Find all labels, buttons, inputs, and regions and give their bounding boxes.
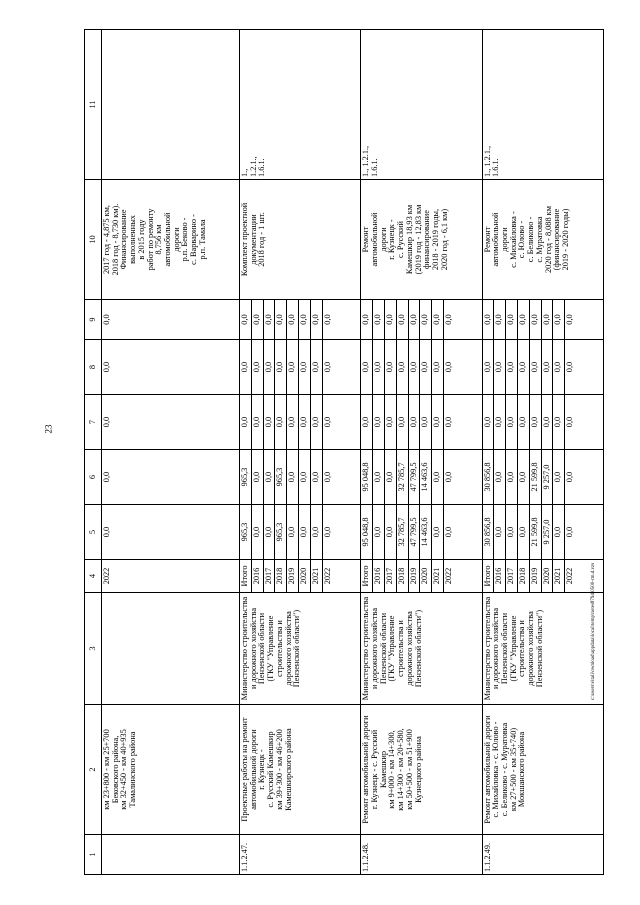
value-cell: 0,0 [553,300,565,339]
value-cell: 2020 [299,560,311,592]
value-cell: 0,0 [287,450,299,504]
value-cell: 0,0 [518,505,530,559]
value-cell: 0,0 [397,340,409,394]
value-cell: 0,0 [553,340,565,394]
value-cell: 0,0 [275,300,287,339]
local-budget [482,340,603,395]
row-number [102,835,240,875]
value-cell: 0,0 [530,300,542,339]
column-number-9: 9 [85,300,102,340]
value-cell: 0,0 [322,526,332,538]
value-cell: 0,0 [518,340,530,394]
indicator-refs: 1., 1.2.1., 1.6.1. [482,30,603,180]
value-cell: 0,0 [102,471,111,483]
value-cell: 2019 [409,560,421,592]
value-cell: 0,0 [494,395,506,449]
column-number-6: 6 [85,450,102,505]
value-cell: 0,0 [311,505,323,559]
value-cell: 0,0 [252,505,264,559]
value-cell: 0,0 [311,300,323,339]
value-cell: 0,0 [420,395,432,449]
value-cell: 0,0 [565,416,575,428]
column-number-2: 2 [85,705,102,835]
value-cell: 0,0 [506,300,518,339]
value-cell: 0,0 [240,340,252,394]
measure-name: Проектные работы на ремонт автомобильной дороги г. Кузнецк - с. Русский Камешкир км 39+300 - км 46+200 Камешкирского района [240,705,361,835]
value-cell: 0,0 [287,300,299,339]
table-row [240,30,361,875]
value-cell: 0,0 [264,450,276,504]
value-cell: 2016 [494,560,506,592]
value-cell: 0,0 [252,340,264,394]
value-cell: 0,0 [275,395,287,449]
value-cell: 0,0 [565,361,575,373]
value-cell: 2016 [373,560,385,592]
expected-result: 2017 год - 4,875 км, 2018 год - 8,730 км). Финансирование выполненных в 2015 году работ по ремонту 8,756 км автомобильной дороги р.п. Беково - с. Варварино - р.п. Тамала [102,180,240,300]
value-cell: 0,0 [494,450,506,504]
value-cell: 0,0 [397,300,409,339]
value-cell: 0,0 [299,340,311,394]
expected-result: Комплект проектной документации 2018 год - 1 шт. [240,180,361,300]
value-cell: 0,0 [397,395,409,449]
value-cell: 0,0 [361,300,373,339]
value-cell: 0,0 [420,300,432,339]
value-cell: 0,0 [373,340,385,394]
value-cell: 0,0 [264,340,276,394]
value-cell: 0,0 [252,300,264,339]
value-cell: 0,0 [432,505,444,559]
value-cell: 0,0 [553,450,565,504]
value-cell: 2017 [264,560,276,592]
column-number-3: 3 [85,593,102,705]
local-budget [102,340,240,395]
value-cell: 2019 [530,560,542,592]
indicator-refs: 1., 1.2.1., 1.6.1. [240,30,361,180]
column-number-4: 4 [85,560,102,593]
federal-budget [361,395,482,450]
value-cell: 0,0 [530,395,542,449]
value-cell: 0,0 [518,395,530,449]
value-cell: 0,0 [385,505,397,559]
value-cell: 0,0 [409,300,421,339]
value-cell: 0,0 [494,300,506,339]
value-cell: 0,0 [420,340,432,394]
value-cell: 2022 [443,567,453,585]
value-cell: 0,0 [542,340,554,394]
value-cell: 0,0 [565,314,575,325]
column-number-5: 5 [85,505,102,560]
page-number: 23 [43,424,54,434]
column-number-11: 11 [85,30,102,180]
value-cell: 0,0 [252,450,264,504]
total-funding [482,505,603,560]
value-cell: 0,0 [443,314,453,325]
value-cell: 0,0 [494,340,506,394]
value-cell: 0,0 [530,340,542,394]
value-cell: 0,0 [542,395,554,449]
year-list [482,560,603,593]
value-cell: 0,0 [385,450,397,504]
value-cell: 14 463,6 [420,450,432,504]
value-cell: 2019 [287,560,299,592]
local-budget [361,340,482,395]
column-number-row [85,30,102,875]
year-list [240,560,361,593]
other-sources [240,300,361,340]
local-budget [240,340,361,395]
value-cell: Итого [240,560,252,592]
value-cell: 0,0 [299,505,311,559]
value-cell: 2022 [102,567,111,585]
program-table [84,29,604,875]
executor: Министерство строительства и дорожного хозяйства Пензенской области (ГКУ "Управление строительства и дорожного хозяйства Пензенской области") [361,593,482,705]
total-funding [102,505,240,560]
value-cell: 0,0 [565,471,575,483]
value-cell: 0,0 [102,314,111,325]
value-cell: 0,0 [409,395,421,449]
other-sources [102,300,240,340]
value-cell: 0,0 [322,361,332,373]
value-cell: 0,0 [311,395,323,449]
value-cell: 965,3 [240,450,252,504]
table-body [85,30,604,875]
value-cell: 0,0 [264,505,276,559]
regional-budget [482,450,603,505]
value-cell: 0,0 [322,314,332,325]
value-cell: 965,3 [275,505,287,559]
value-cell: 0,0 [102,361,111,373]
value-cell: 0,0 [299,395,311,449]
value-cell: 0,0 [432,450,444,504]
value-cell: 95 048,8 [361,450,373,504]
value-cell: 0,0 [506,340,518,394]
row-number: 1.1.2.49. [482,835,603,875]
executor: Министерство строительства и дорожного хозяйства Пензенской области (ГКУ "Управление строительства и дорожного хозяйства Пензенской области") [240,593,361,705]
row-number: 1.1.2.47. [240,835,361,875]
column-number-7: 7 [85,395,102,450]
value-cell: 0,0 [299,300,311,339]
value-cell: 30 856,8 [483,505,495,559]
value-cell: 0,0 [287,340,299,394]
expected-result: Ремонт автомобильной дороги с. Михайловка - с. Юлово - с. Беликово - с. Муратовка 2020 год - 8,088 км (финансирование 2019 - 2020 годы) [482,180,603,300]
value-cell: 2018 [397,560,409,592]
value-cell: 0,0 [553,505,565,559]
year-list [102,560,240,593]
value-cell: 14 463,6 [420,505,432,559]
value-cell: Итого [483,560,495,592]
value-cell: 0,0 [311,340,323,394]
row-number: 1.1.2.48. [361,835,482,875]
value-cell: 0,0 [102,526,111,538]
column-number-1: 1 [85,835,102,875]
value-cell: 2021 [311,560,323,592]
federal-budget [240,395,361,450]
federal-budget [482,395,603,450]
value-cell: 0,0 [373,395,385,449]
regional-budget [240,450,361,505]
value-cell: 21 599,8 [530,450,542,504]
value-cell: 2021 [432,560,444,592]
value-cell: 0,0 [361,395,373,449]
other-sources [361,300,482,340]
value-cell: 0,0 [373,450,385,504]
value-cell: 47 799,5 [409,450,421,504]
value-cell: 0,0 [240,300,252,339]
executor: Министерство строительства и дорожного хозяйства Пензенской области (ГКУ "Управление строительства и дорожного хозяйства Пензенской области") [482,593,603,705]
value-cell: 0,0 [542,300,554,339]
value-cell: 9 257,0 [542,450,554,504]
value-cell: 0,0 [518,450,530,504]
value-cell: 0,0 [287,505,299,559]
value-cell: 0,0 [409,340,421,394]
value-cell: 0,0 [361,340,373,394]
value-cell: 9 257,0 [542,505,554,559]
value-cell: 0,0 [373,505,385,559]
value-cell: 0,0 [322,471,332,483]
value-cell: 2018 [275,560,287,592]
total-funding [240,505,361,560]
value-cell: 0,0 [240,395,252,449]
column-number-8: 8 [85,340,102,395]
executor [102,593,240,705]
value-cell: 0,0 [311,450,323,504]
value-cell: 0,0 [553,395,565,449]
value-cell: 2016 [252,560,264,592]
regional-budget [361,450,482,505]
value-cell: 0,0 [322,416,332,428]
value-cell: 0,0 [483,300,495,339]
value-cell: 95 048,8 [361,505,373,559]
value-cell: 0,0 [385,395,397,449]
column-number-10: 10 [85,180,102,300]
value-cell: Итого [361,560,373,592]
value-cell: 0,0 [252,395,264,449]
expected-result: Ремонт автомобильной дороги г. Кузнецк - с. Русский Камешкир 18,93 км (2019 год - 12,83 км финансирование 2018 - 2019 годы, 2020 год - 6,1 км) [361,180,482,300]
footer-path: c:\users\vitali\ownload\appdata\local\temp\notes8794\0500-rm.d.vzs [591,562,596,700]
value-cell: 2017 [385,560,397,592]
value-cell: 0,0 [432,300,444,339]
value-cell: 0,0 [443,361,453,373]
value-cell: 2022 [322,567,332,585]
value-cell: 2022 [565,567,575,585]
regional-budget [102,450,240,505]
value-cell: 47 799,5 [409,505,421,559]
value-cell: 0,0 [494,505,506,559]
year-list [361,560,482,593]
value-cell: 0,0 [518,300,530,339]
rotated-table-container [84,30,604,875]
value-cell: 0,0 [373,300,385,339]
value-cell: 0,0 [385,340,397,394]
indicator-refs: 1., 1.2.1., 1.6.1. [361,30,482,180]
value-cell: 32 785,7 [397,505,409,559]
value-cell: 0,0 [275,340,287,394]
value-cell: 965,3 [275,450,287,504]
value-cell: 2020 [542,560,554,592]
value-cell: 0,0 [264,395,276,449]
other-sources [482,300,603,340]
value-cell: 0,0 [443,471,453,483]
value-cell: 0,0 [432,340,444,394]
value-cell: 0,0 [483,340,495,394]
value-cell: 0,0 [443,416,453,428]
value-cell: 0,0 [264,300,276,339]
federal-budget [102,395,240,450]
value-cell: 0,0 [506,395,518,449]
measure-name: Ремонт автомобильной дороги с. Михайловка - с. Юлово - с. Беликово - с. Муратовка км 27+500 - км 35+740) Мокшанского района [482,705,603,835]
total-funding [361,505,482,560]
value-cell: 0,0 [299,450,311,504]
value-cell: 0,0 [443,526,453,538]
value-cell: 2018 [518,560,530,592]
value-cell: 0,0 [102,416,111,428]
value-cell: 0,0 [385,300,397,339]
value-cell: 21 599,8 [530,505,542,559]
measure-name: Ремонт автомобильной дороги г. Кузнецк - с. Русский Камешкир км 9+000 - км 14+300, км 14+300 - км 20+580, км 50+500 - км 51+900 Кузнецкого района [361,705,482,835]
value-cell: 2020 [420,560,432,592]
table-row [482,30,603,875]
value-cell: 0,0 [287,395,299,449]
value-cell: 0,0 [432,395,444,449]
value-cell: 0,0 [483,395,495,449]
value-cell: 32 785,7 [397,450,409,504]
value-cell: 0,0 [565,526,575,538]
indicator-refs [102,30,240,180]
value-cell: 0,0 [506,505,518,559]
value-cell: 2017 [506,560,518,592]
measure-name: км 23+800 - км 25+700 Бековского района, км 32+450 - км 40+935 Тамалинского района [102,705,240,835]
value-cell: 0,0 [506,450,518,504]
value-cell: 30 856,8 [483,450,495,504]
continuation-row [102,30,240,875]
value-cell: 965,3 [240,505,252,559]
table-row [361,30,482,875]
value-cell: 2021 [553,560,565,592]
